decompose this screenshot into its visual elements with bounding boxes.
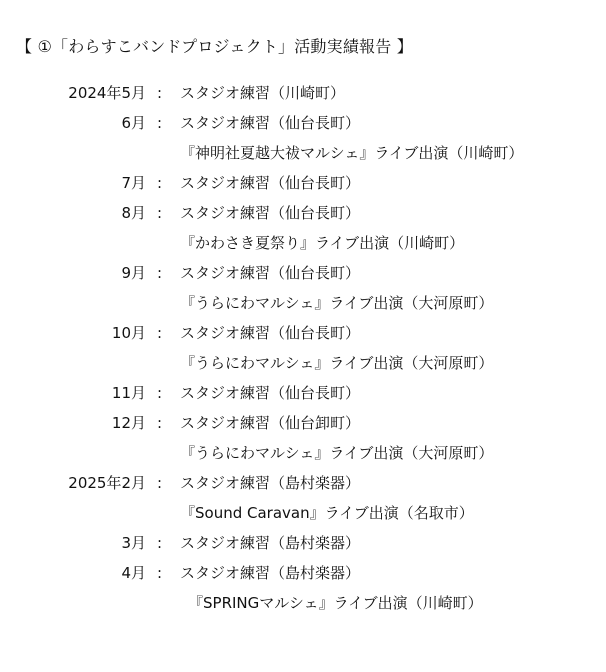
entry-date: 2024年5月 (68, 84, 146, 102)
entry-description: スタジオ練習（川崎町） (180, 84, 346, 102)
entry-description: スタジオ練習（島村楽器） (180, 474, 361, 492)
entry-colon: : (157, 384, 163, 402)
activity-report (0, 78, 606, 618)
entry-description: 『神明社夏越大祓マルシェ』ライブ出演（川崎町） (180, 144, 524, 162)
entry-date: 3月 (121, 534, 146, 552)
report-entry-continuation (0, 438, 606, 468)
report-entry (0, 318, 606, 348)
entry-colon: : (157, 84, 163, 102)
report-entry-continuation (0, 138, 606, 168)
entry-description: スタジオ練習（仙台長町） (180, 174, 361, 192)
entry-colon: : (157, 534, 163, 552)
report-entry (0, 558, 606, 588)
entry-description: スタジオ練習（仙台長町） (180, 384, 361, 402)
entry-description: スタジオ練習（仙台長町） (180, 114, 361, 132)
entry-description: スタジオ練習（仙台長町） (180, 324, 361, 342)
entry-description: 『SPRINGマルシェ』ライブ出演（川崎町） (188, 594, 483, 612)
entry-description: 『Sound Caravan』ライブ出演（名取市） (180, 504, 474, 522)
entry-description: 『うらにわマルシェ』ライブ出演（大河原町） (180, 444, 494, 462)
entry-colon: : (157, 474, 163, 492)
report-entry-continuation (0, 288, 606, 318)
report-entry-continuation (0, 498, 606, 528)
entry-date: 2025年2月 (68, 474, 146, 492)
entry-date: 7月 (121, 174, 146, 192)
entry-colon: : (157, 324, 163, 342)
entry-colon: : (157, 204, 163, 222)
entry-colon: : (157, 264, 163, 282)
entry-description: 『うらにわマルシェ』ライブ出演（大河原町） (180, 294, 494, 312)
report-entry (0, 258, 606, 288)
entry-date: 10月 (111, 324, 146, 342)
entry-description: スタジオ練習（仙台長町） (180, 204, 361, 222)
report-entry (0, 78, 606, 108)
report-entry (0, 528, 606, 558)
entry-colon: : (157, 174, 163, 192)
entry-description: スタジオ練習（仙台卸町） (180, 414, 361, 432)
entry-date: 12月 (111, 414, 146, 432)
report-entry-continuation (0, 348, 606, 378)
report-entry (0, 378, 606, 408)
entry-description: 『うらにわマルシェ』ライブ出演（大河原町） (180, 354, 494, 372)
report-entry (0, 108, 606, 138)
report-entry (0, 168, 606, 198)
entry-date: 11月 (111, 384, 146, 402)
entry-colon: : (157, 114, 163, 132)
entry-date: 6月 (121, 114, 146, 132)
entry-colon: : (157, 414, 163, 432)
entry-date: 9月 (121, 264, 146, 282)
entry-date: 4月 (121, 564, 146, 582)
report-entry (0, 408, 606, 438)
page-title: 【 ①「わらすこバンドプロジェクト」活動実績報告 】 (16, 37, 413, 56)
entry-colon: : (157, 564, 163, 582)
report-entry-continuation (0, 228, 606, 258)
report-entry (0, 468, 606, 498)
entry-description: スタジオ練習（仙台長町） (180, 264, 361, 282)
entry-date: 8月 (121, 204, 146, 222)
entry-description: スタジオ練習（島村楽器） (180, 534, 361, 552)
entry-description: 『かわさき夏祭り』ライブ出演（川崎町） (180, 234, 465, 252)
entry-description: スタジオ練習（島村楽器） (180, 564, 361, 582)
report-entry-continuation (0, 588, 606, 618)
report-entry (0, 198, 606, 228)
